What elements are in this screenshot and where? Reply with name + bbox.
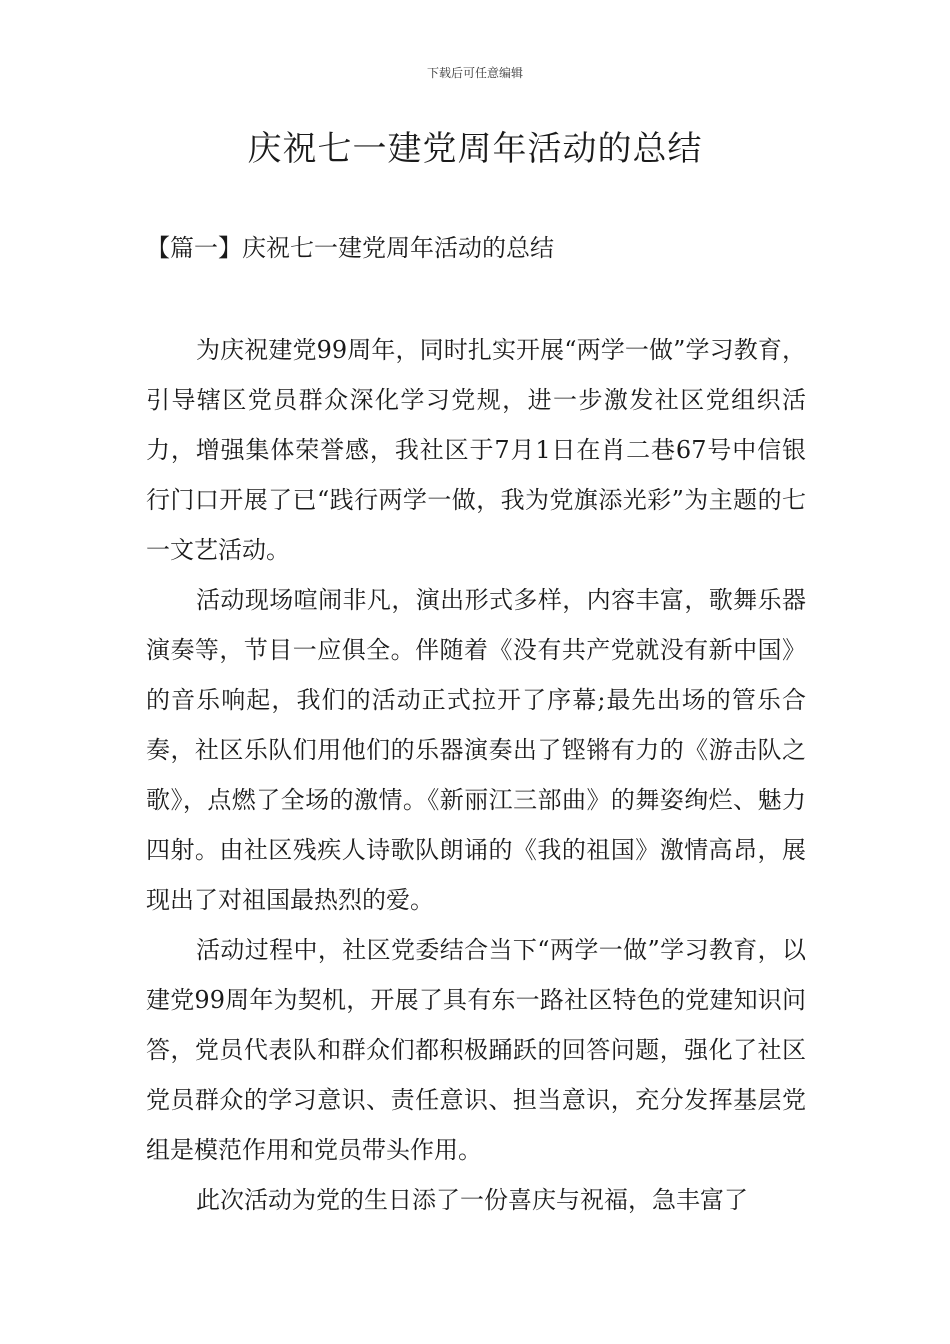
paragraph: 此次活动为党的生日添了一份喜庆与祝福，急丰富了	[196, 1186, 748, 1214]
paragraph: 活动现场喧闹非凡，演出形式多样，内容丰富，歌舞乐器演奏等，节目一应俱全。伴随着《没有共产党就没有新中国》的音乐响起，我们的活动正式拉开了序幕;最先出场的管乐合奏，社区乐队们用他们的乐器演奏出了铿锵有力的《游击队之歌》，点燃了全场的激情。《新丽江三部曲》的舞姿绚烂、魅力四射。由社区残疾人诗歌队朗诵的《我的祖国》激情高昂，展现出了对祖国最热烈的爱。	[146, 586, 806, 914]
document-title: 庆祝七一建党周年活动的总结	[247, 129, 703, 169]
paragraph: 活动过程中，社区党委结合当下“两学一做”学习教育，以建党99周年为契机，开展了具有东一路社区特色的党建知识问答，党员代表队和群众们都积极踊跃的回答问题，强化了社区党员群众的学习意识、责任意识、担当意识，充分发挥基层党组是模范作用和党员带头作用。	[146, 936, 806, 1164]
header-note: 下载后可任意编辑	[426, 66, 523, 80]
document-body	[146, 325, 806, 1225]
section-heading: 【篇一】庆祝七一建党周年活动的总结	[146, 234, 554, 262]
paragraph: 为庆祝建党99周年，同时扎实开展“两学一做”学习教育，引导辖区党员群众深化学习党规，进一步激发社区党组织活力，增强集体荣誉感，我社区于7月1日在肖二巷67号中信银行门口开展了已“践行两学一做，我为党旗添光彩”为主题的七一文艺活动。	[146, 336, 806, 564]
